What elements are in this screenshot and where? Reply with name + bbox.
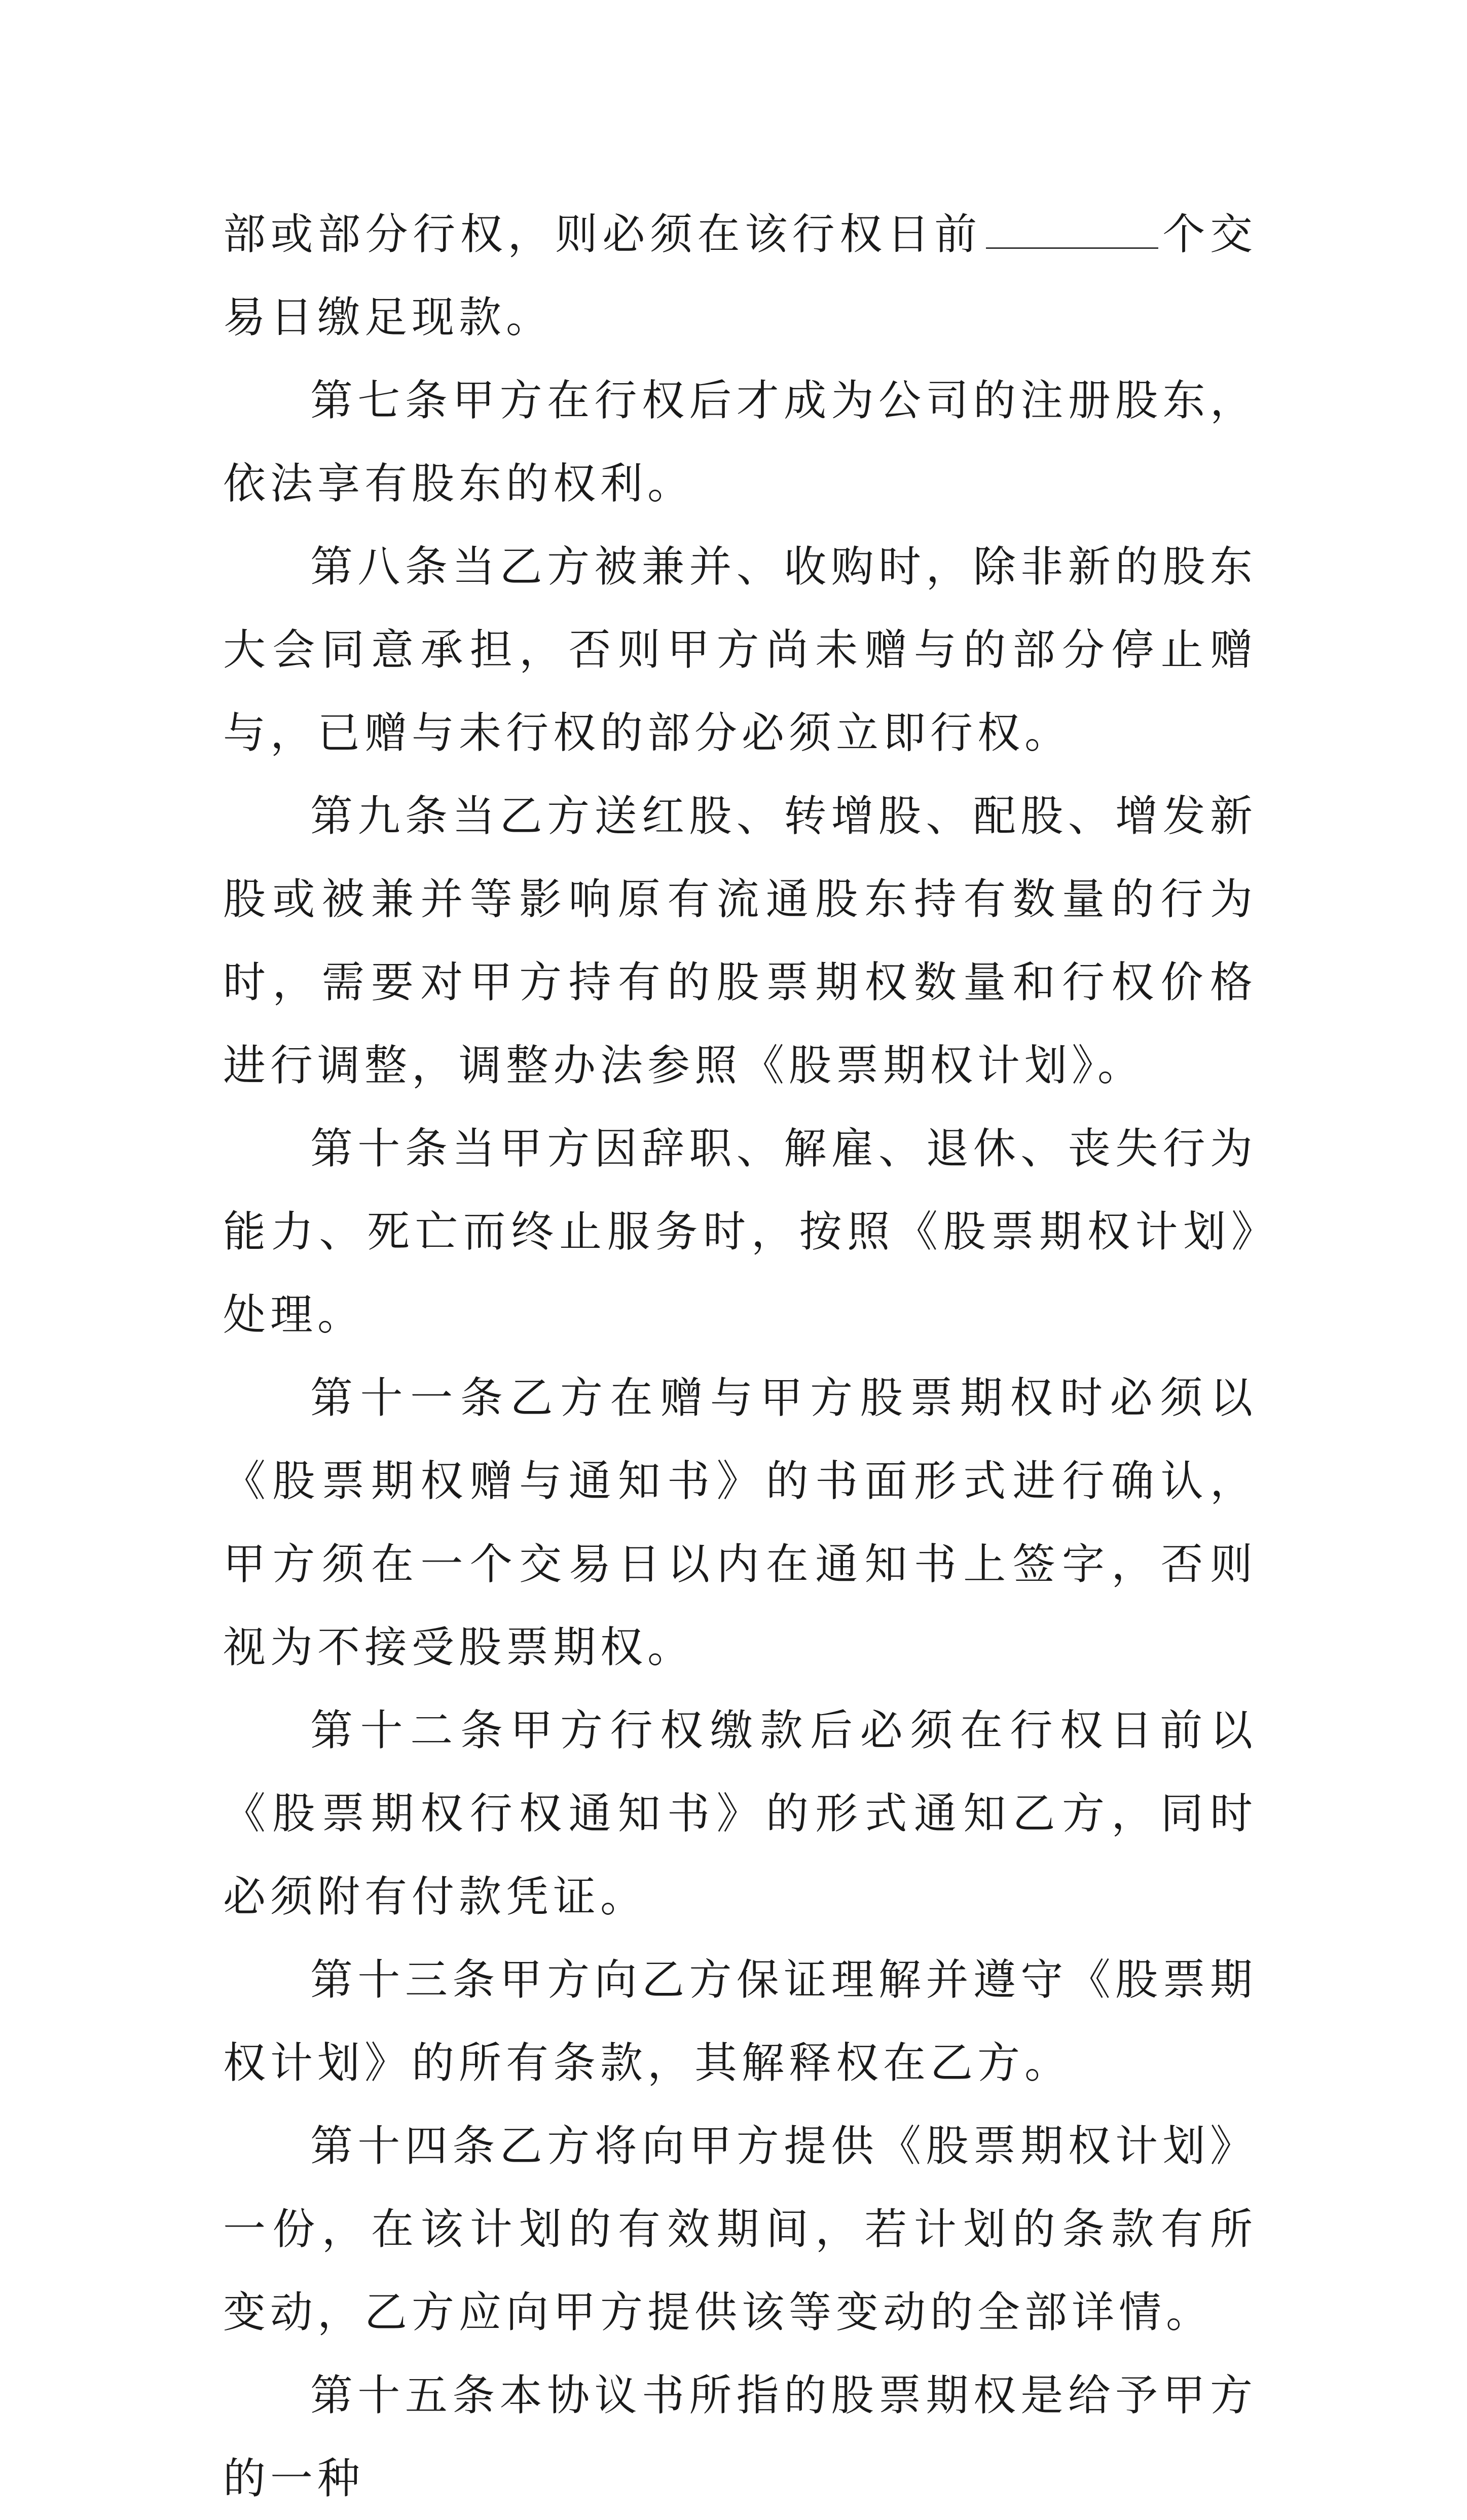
article-10: 第十条当甲方因辞职、解雇、退休、丧失行为能力、死亡而终止服务时，按照《股票期权计划》处理。: [223, 1124, 1257, 1340]
article-9: 第九条当乙方送红股、转增股、配股、增发新股或被兼并等影响原有流通股东持有数量的行为时，需要对甲方持有的股票期权数量和行权价格进行调整，调整办法参照《股票期权计划》。: [223, 791, 1257, 1090]
paragraph-text: 个交易日缴足现款。: [223, 209, 1257, 342]
article-7: 第七条甲方在行权后才成为公司的注册股东，依法享有股东的权利。: [223, 376, 1257, 508]
article-8: 第八条当乙方被兼并、收购时，除非新的股东大会同意承担，否则甲方尚未赠与的部分停止赠与，已赠与未行权的部分必须立即行权。: [223, 542, 1257, 758]
body-text: [223, 193, 1257, 2520]
article-14: 第十四条乙方将向甲方提供《股票期权计划》一份，在该计划的有效期间，若计划的条款有所变动，乙方应向甲方提供该等变动的全部详情。: [223, 2121, 1257, 2337]
article-11: 第十一条乙方在赠与甲方股票期权时必须以《股票期权赠与通知书》的书面形式进行确认，甲方须在一个交易日以内在通知书上签字，否则视为不接受股票期权。: [223, 1373, 1257, 1672]
paragraph-continuation: [223, 193, 1257, 359]
article-15: 第十五条本协议书所指的股票期权是给予甲方的一种: [223, 2370, 1257, 2503]
paragraph-text: 部或部分行权，则必须在该行权日前: [223, 209, 982, 259]
article-13: 第十三条甲方向乙方保证理解并遵守《股票期权计划》的所有条款，其解释权在乙方。: [223, 1955, 1257, 2088]
article-12: 第十二条甲方行权缴款后必须在行权日前以《股票期权行权通知书》的形式通知乙方，同时必须附有付款凭证。: [223, 1706, 1257, 1921]
fill-in-blank: [986, 242, 1158, 249]
